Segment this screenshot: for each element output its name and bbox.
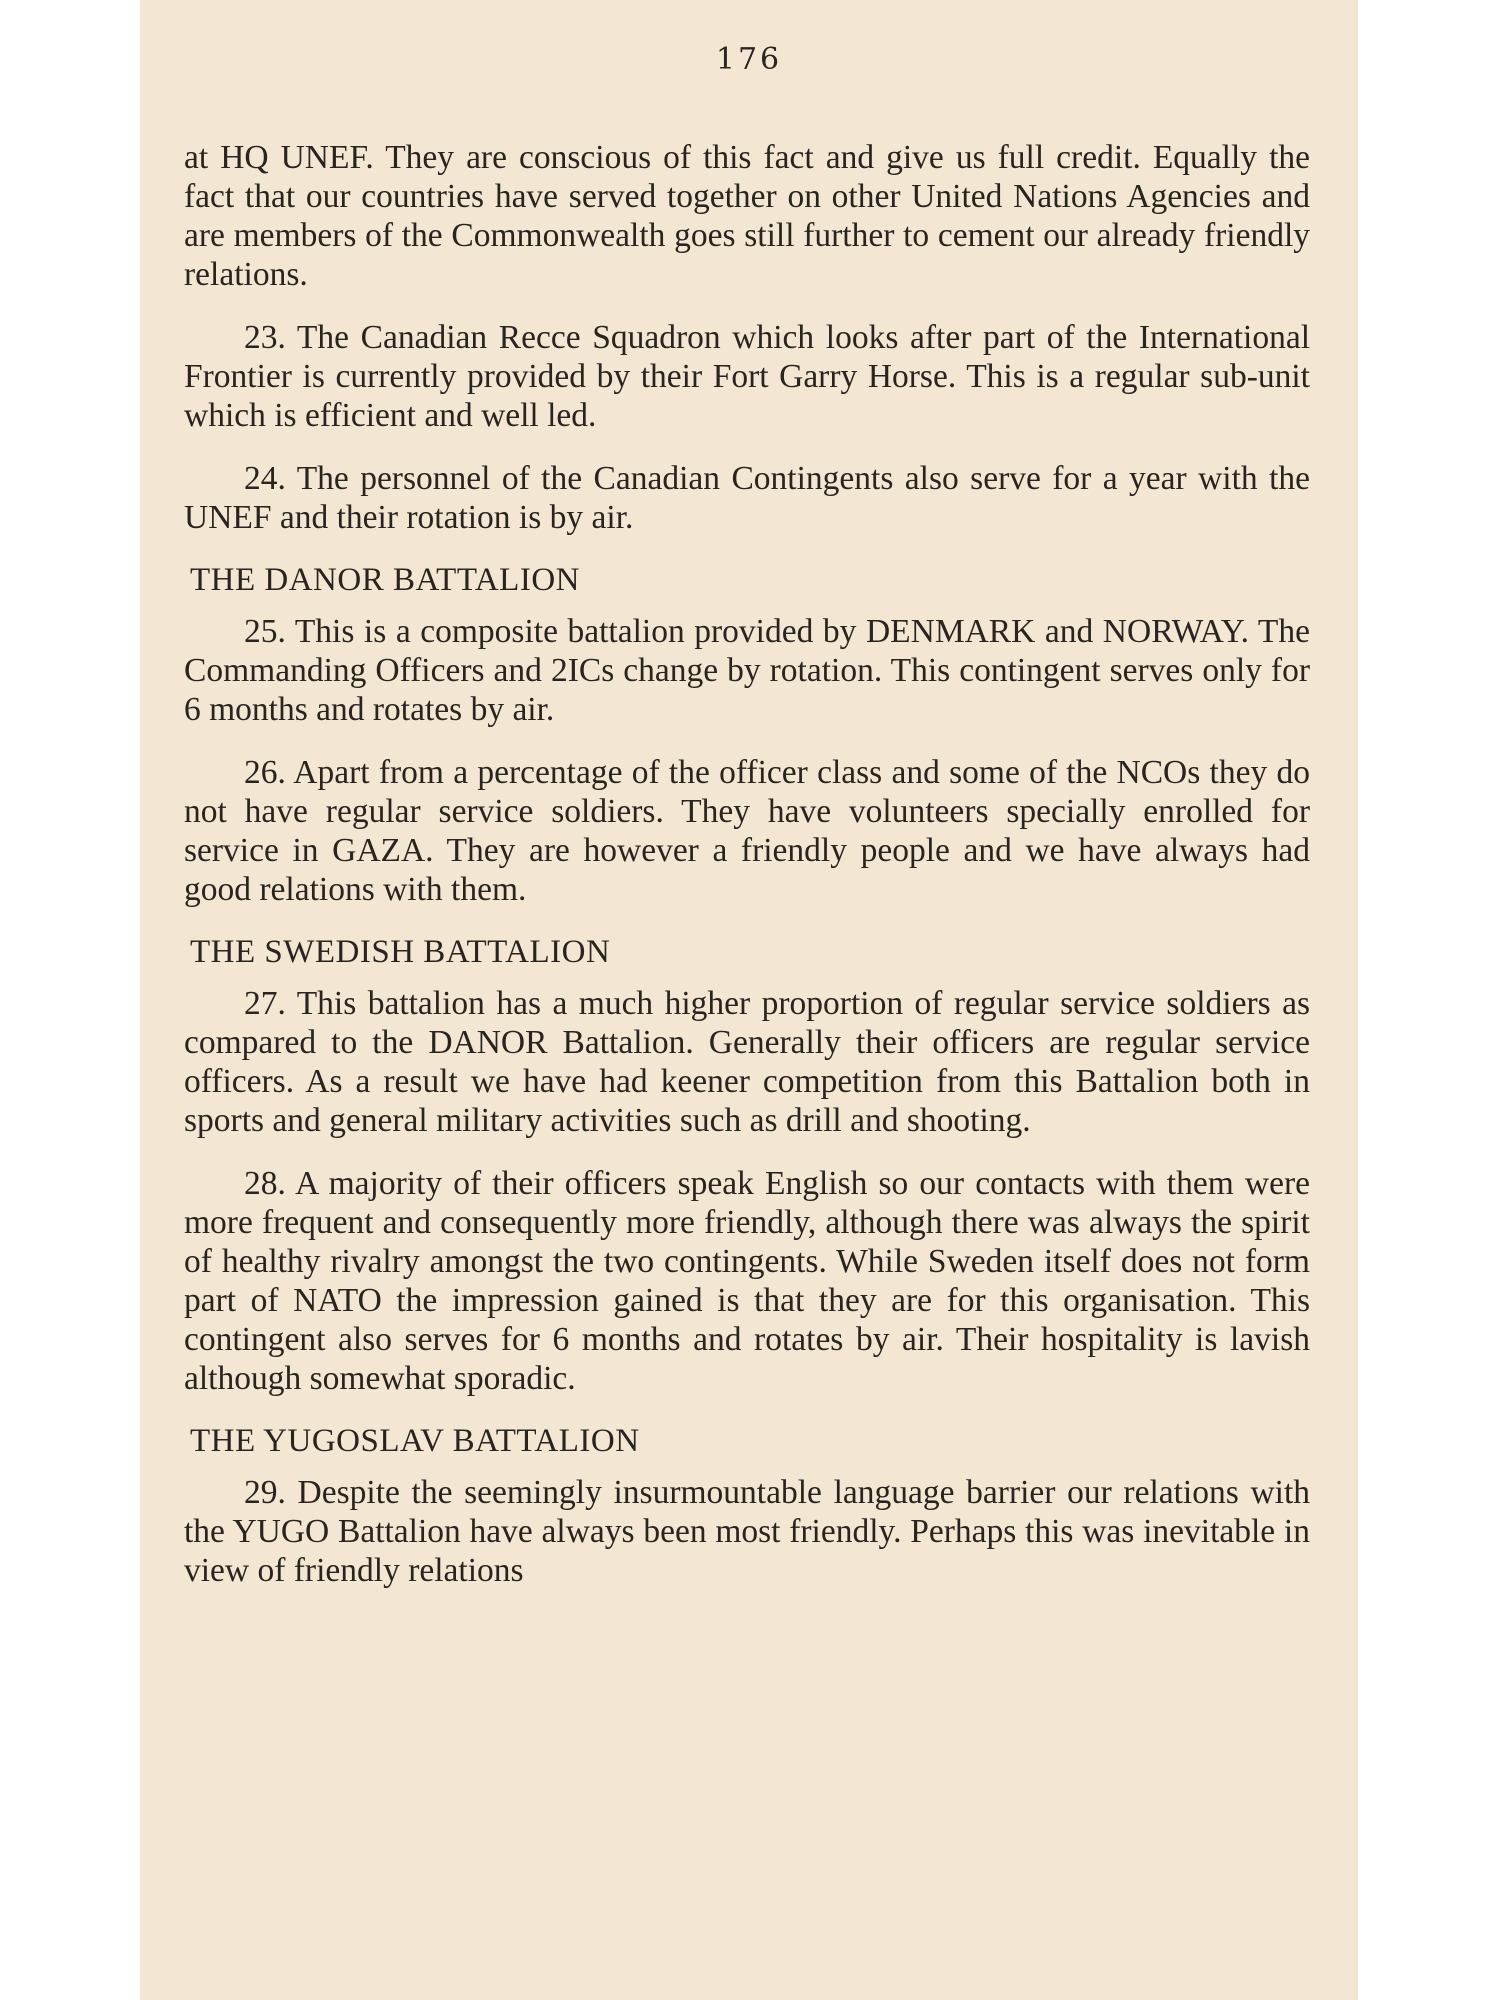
paragraph-continuation: at HQ UNEF. They are conscious of this fact and give us full credit. Equally the fact that our countries have served together on other United Nations Agencies and are members of the Commonwealth goes still further to cement our already friendly relations. xyxy=(184,139,1310,293)
paragraph-25: 25. This is a composite battalion provided by DENMARK and NORWAY. The Commanding Officers and 2ICs change by rotation. This contingent serves only for 6 months and rotates by air. xyxy=(184,613,1310,728)
heading-swedish-battalion: THE SWEDISH BATTALION xyxy=(190,934,611,970)
page-number: 176 xyxy=(715,42,783,77)
paragraph-26: 26. Apart from a percentage of the officer class and some of the NCOs they do not have regular service soldiers. They have volunteers specially enrolled for service in GAZA. They are however a friendly people and we have always had good relations with them. xyxy=(184,754,1310,908)
paragraph-27: 27. This battalion has a much higher proportion of regular service soldiers as compared to the DANOR Battalion. Generally their officers are regular service officers. As a result we have had keener competition from this Battalion both in sports and general military activities such as drill and shooting. xyxy=(184,985,1310,1139)
heading-yugoslav-battalion: THE YUGOSLAV BATTALION xyxy=(190,1423,640,1459)
paragraph-23: 23. The Canadian Recce Squadron which looks after part of the International Frontier is currently provided by their Fort Garry Horse. This is a regular sub-unit which is efficient and well led. xyxy=(184,319,1310,434)
paragraph-28: 28. A majority of their officers speak English so our contacts with them were more frequent and consequently more friendly, although there was always the spirit of healthy rivalry amongst the two contingents. While Sweden itself does not form part of NATO the impression gained is that they are for this organisation. This contingent also serves for 6 months and rotates by air. Their hospitality is lavish although somewhat sporadic. xyxy=(184,1165,1310,1397)
book-page xyxy=(140,0,1358,2000)
page-body xyxy=(184,138,1310,1614)
paragraph-24: 24. The personnel of the Canadian Contingents also serve for a year with the UNEF and their rotation is by air. xyxy=(184,460,1310,536)
paragraph-29: 29. Despite the seemingly insurmountable language barrier our relations with the YUGO Battalion have always been most friendly. Perhaps this was inevitable in view of friendly relations xyxy=(184,1474,1310,1589)
heading-danor-battalion: THE DANOR BATTALION xyxy=(190,562,580,598)
